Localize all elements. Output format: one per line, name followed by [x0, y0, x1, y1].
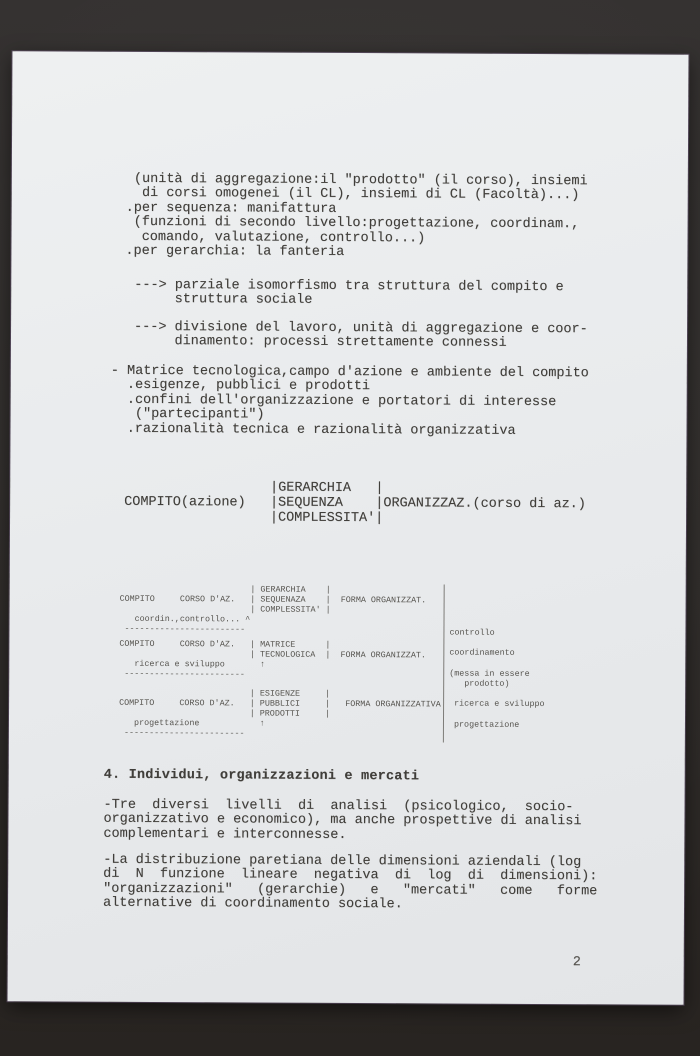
diagram-vertical-line	[443, 585, 445, 743]
arrow-note-isomorfismo: ---> parziale isomorfismo tra struttura del compito e struttura sociale	[134, 277, 564, 309]
diagram-compito-organizzaz: |GERARCHIA | COMPITO(azione) |SEQUENZA |ORGANIZZAZ.(corso di az.) |COMPLESSITA'|	[124, 479, 586, 527]
diagram-right-function-list: controllo coordinamento (messa in essere prodotto) ricerca e sviluppo progettazione	[448, 627, 545, 730]
page-number: 2	[572, 955, 581, 971]
paragraph-matrice-tecnologica: - Matrice tecnologica,campo d'azione e ambiente del compito .esigenze, pubblici e prodotti .confini dell'organizzazione e portatori di interesse ("partecipanti") .razionalità tecnica e razionalità organizzativa	[110, 363, 589, 439]
section-4-heading: 4. Individui, organizzazioni e mercati	[103, 767, 420, 785]
document-page	[8, 51, 689, 1005]
diagram-row-esigenze: | ESIGENZE | COMPITO CORSO D'AZ. | PUBBLICI | FORMA ORGANIZZATIVA | PRODOTTI | progettazione ↑ ------------------------	[118, 687, 441, 739]
paragraph-tre-livelli: -Tre diversi livelli di analisi (psicologico, socio- organizzativo e economico), ma anche prospettive di analisi complementari e interconnesse.	[103, 797, 582, 843]
arrow-note-divisione-lavoro: ---> divisione del lavoro, unità di aggregazione e coor- dinamento: processi strettamente connessi	[133, 319, 588, 352]
paragraph-distribuzione-paretiana: -La distribuzione paretiana delle dimensioni aziendali (log di N funzione lineare negativa di log di dimensioni): "organizzazioni" (gerarchie) e "mercati" come forme alternative di coordinamento sociale.	[102, 852, 598, 913]
diagram-row-gerarchia: | GERARCHIA | COMPITO CORSO D'AZ. | SEQUENAZA | FORMA ORGANIZZAT. | COMPLESSITA' | coordin.,controllo... ^ ------------------------	[119, 583, 427, 635]
paragraph-aggregation: (unità di aggregazione:il "prodotto" (il corso), insiemi di corsi omogenei (il CL), insiemi di CL (Facoltà)...) .per sequenza: manifattura (funzioni di secondo livello:progettazione, coordinam., comando, valutazione, controllo...) .per gerarchia: la fanteria	[125, 171, 588, 261]
diagram-row-matrice-tecnologica: COMPITO CORSO D'AZ. | MATRICE | | TECNOLOGICA | FORMA ORGANIZZAT. ricerca e sviluppo ↑ ------------------------	[119, 638, 426, 680]
